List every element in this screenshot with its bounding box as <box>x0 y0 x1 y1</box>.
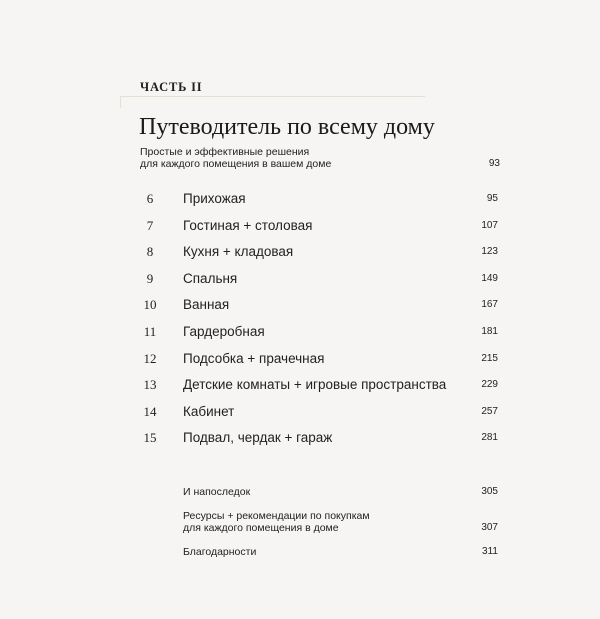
chapter-number: 15 <box>143 430 157 446</box>
chapter-title: Гостиная + столовая <box>183 217 313 233</box>
chapter-page-number: 107 <box>481 219 498 231</box>
chapter-number: 10 <box>143 297 157 313</box>
chapter-entry <box>140 239 498 266</box>
chapter-page-number: 257 <box>481 405 498 417</box>
intro-page-number: 93 <box>488 158 500 169</box>
chapter-title: Прихожая <box>183 191 246 206</box>
chapter-entry <box>140 425 498 452</box>
chapter-entry <box>140 292 498 319</box>
chapter-entry <box>140 346 498 373</box>
chapter-page-number: 123 <box>481 246 498 258</box>
chapter-entry <box>140 266 498 293</box>
divider <box>120 96 425 97</box>
chapter-entry <box>140 399 498 426</box>
chapter-number: 12 <box>143 350 157 366</box>
backmatter-title: Благодарности <box>183 546 257 558</box>
chapter-page-number: 229 <box>481 379 498 391</box>
chapter-title: Спальня <box>183 270 238 286</box>
backmatter-title: И напоследок <box>183 486 251 498</box>
chapter-page-number: 281 <box>481 432 498 444</box>
chapter-number: 8 <box>146 244 154 260</box>
chapter-page-number: 167 <box>481 299 498 311</box>
chapter-page-number: 149 <box>481 272 498 284</box>
backmatter-entry <box>183 510 498 546</box>
backmatter-title-line-2: для каждого помещения в доме <box>183 522 339 534</box>
chapter-number: 11 <box>143 323 157 339</box>
chapter-title: Кабинет <box>183 403 235 419</box>
chapter-title: Детские комнаты + игровые пространства <box>183 377 447 393</box>
backmatter-entry <box>183 486 498 510</box>
backmatter-page-number: 305 <box>481 486 498 497</box>
intro-line-2: для каждого помещения в вашем доме <box>140 158 332 170</box>
chapter-title: Кухня + кладовая <box>183 244 294 260</box>
chapter-page-number: 95 <box>486 193 498 204</box>
part-label: ЧАСТЬ II <box>140 80 203 94</box>
chapter-page-number: 215 <box>481 352 498 364</box>
chapter-title: Гардеробная <box>183 323 265 339</box>
chapter-list <box>140 186 498 452</box>
chapter-entry <box>140 186 498 213</box>
backmatter-list <box>183 486 498 558</box>
chapter-number: 9 <box>146 270 154 286</box>
chapter-entry <box>140 213 498 240</box>
backmatter-entry <box>183 546 498 558</box>
intro-line-1: Простые и эффективные решения <box>140 146 310 158</box>
chapter-number: 13 <box>143 377 157 393</box>
backmatter-page-number: 307 <box>481 522 498 533</box>
chapter-number: 14 <box>143 403 157 419</box>
divider-corner <box>120 96 121 108</box>
chapter-entry <box>140 319 498 346</box>
chapter-title: Подсобка + прачечная <box>183 350 325 366</box>
backmatter-title-line-1: Ресурсы + рекомендации по покупкам <box>183 510 370 522</box>
part-title: Путеводитель по всему дому <box>139 114 435 140</box>
chapter-number: 6 <box>146 191 154 206</box>
chapter-title: Подвал, чердак + гараж <box>183 430 333 446</box>
chapter-page-number: 181 <box>481 325 498 337</box>
chapter-entry <box>140 372 498 399</box>
intro-entry <box>140 146 500 170</box>
chapter-title: Ванная <box>183 297 230 313</box>
backmatter-page-number: 311 <box>482 546 498 557</box>
chapter-number: 7 <box>146 217 154 233</box>
